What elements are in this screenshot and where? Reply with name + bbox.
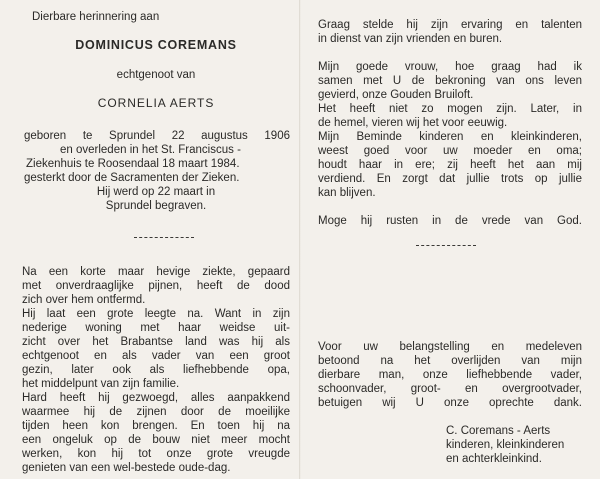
right-divider [416,245,476,246]
blessing-text: Moge hij rusten in de vrede van God. [318,215,582,227]
left-divider [134,237,194,238]
signature-line: C. Coremans - Aerts [446,425,551,437]
deceased-name: DOMINICUS COREMANS [75,38,237,52]
text-line: Het heeft niet zo mogen zijn. Later, in [318,103,582,115]
text-line: houdt haar in ere; zij heeft het aan mij [318,159,582,171]
text-line: gevierd, onze Gouden Bruiloft. [318,89,474,101]
text-line: Hij laat een grote leegte na. Want in zijn [22,308,290,320]
spouse-name: CORNELIA AERTS [97,96,215,110]
text-line: een ongeluk op de bouw niet meer mocht [22,434,290,446]
bio-line: geboren te Sprundel 22 augustus 1906 [24,130,290,142]
text-line: weest goed voor uw moeder en oma; [318,145,582,157]
text-line: het middelpunt van zijn familie. [22,378,180,390]
text-line: de hemel, vieren wij het voor eeuwig. [318,117,508,129]
thanks-line: schoonvader, groot- en overgrootvader, [318,383,582,395]
thanks-line: Voor uw belangstelling en medeleven [318,341,582,353]
bio-line: Hij werd op 22 maart in [96,186,216,198]
text-line: Mijn Beminde kinderen en kleinkinderen, [318,131,582,143]
bio-line: Ziekenhuis te Roosendaal 18 maart 1984. [26,158,240,170]
text-line: tijden heen kon brengen. En toen hij na [22,420,290,432]
bio-line: en overleden in het St. Franciscus - [60,144,241,156]
text-line: waarmee hij de zijnen door de moeilijke [22,406,290,418]
thanks-line: betoond na het overlijden van mijn [318,355,582,367]
text-line: echtgenoot en als vader van een groot [22,350,290,362]
bio-line: gesterkt door de Sacramenten der Zieken. [24,172,240,184]
thanks-line: dierbare man, onze liefhebbende vader, [318,369,582,381]
bio-line: Sprundel begraven. [105,200,207,212]
relation-text: echtgenoot van [116,69,196,81]
text-line: samen met U de bekroning van ons leven [318,75,582,87]
text-line: in dienst van zijn vrienden en buren. [318,33,503,45]
text-line: kan blijven. [318,187,376,199]
text-line: nederige woning met haar weidse uit- [22,322,290,334]
center-fold [299,0,301,479]
text-line: zicht over het Brabantse land was hij als [22,336,290,348]
text-line: Na een korte maar hevige ziekte, gepaard [22,266,290,278]
intro-text: Dierbare herinnering aan [32,11,160,23]
thanks-line: betuigen wij U onze oprechte dank. [318,397,582,409]
text-line: zich over hem ontfermd. [22,294,146,306]
text-line: Hard heeft hij gezwoegd, alles aanpakkend [22,392,290,404]
signature-line: kinderen, kleinkinderen [446,439,565,451]
text-line: Graag stelde hij zijn ervaring en talenten [318,19,582,31]
text-line: werken, kon hij tot onze grote vreugde [22,448,290,460]
text-line: genieten van een wel-bestede oude-dag. [22,462,231,474]
text-line: Mijn goede vrouw, hoe graag had ik [318,61,582,73]
text-line: gezin, later ook als liefhebbende opa, [22,364,290,376]
signature-line: en achterkleinkind. [446,453,542,465]
text-line: met onverdraaglijke pijnen, heeft de dood [22,280,290,292]
text-line: verdiend. En zorgt dat jullie trots op jullie [318,173,582,185]
